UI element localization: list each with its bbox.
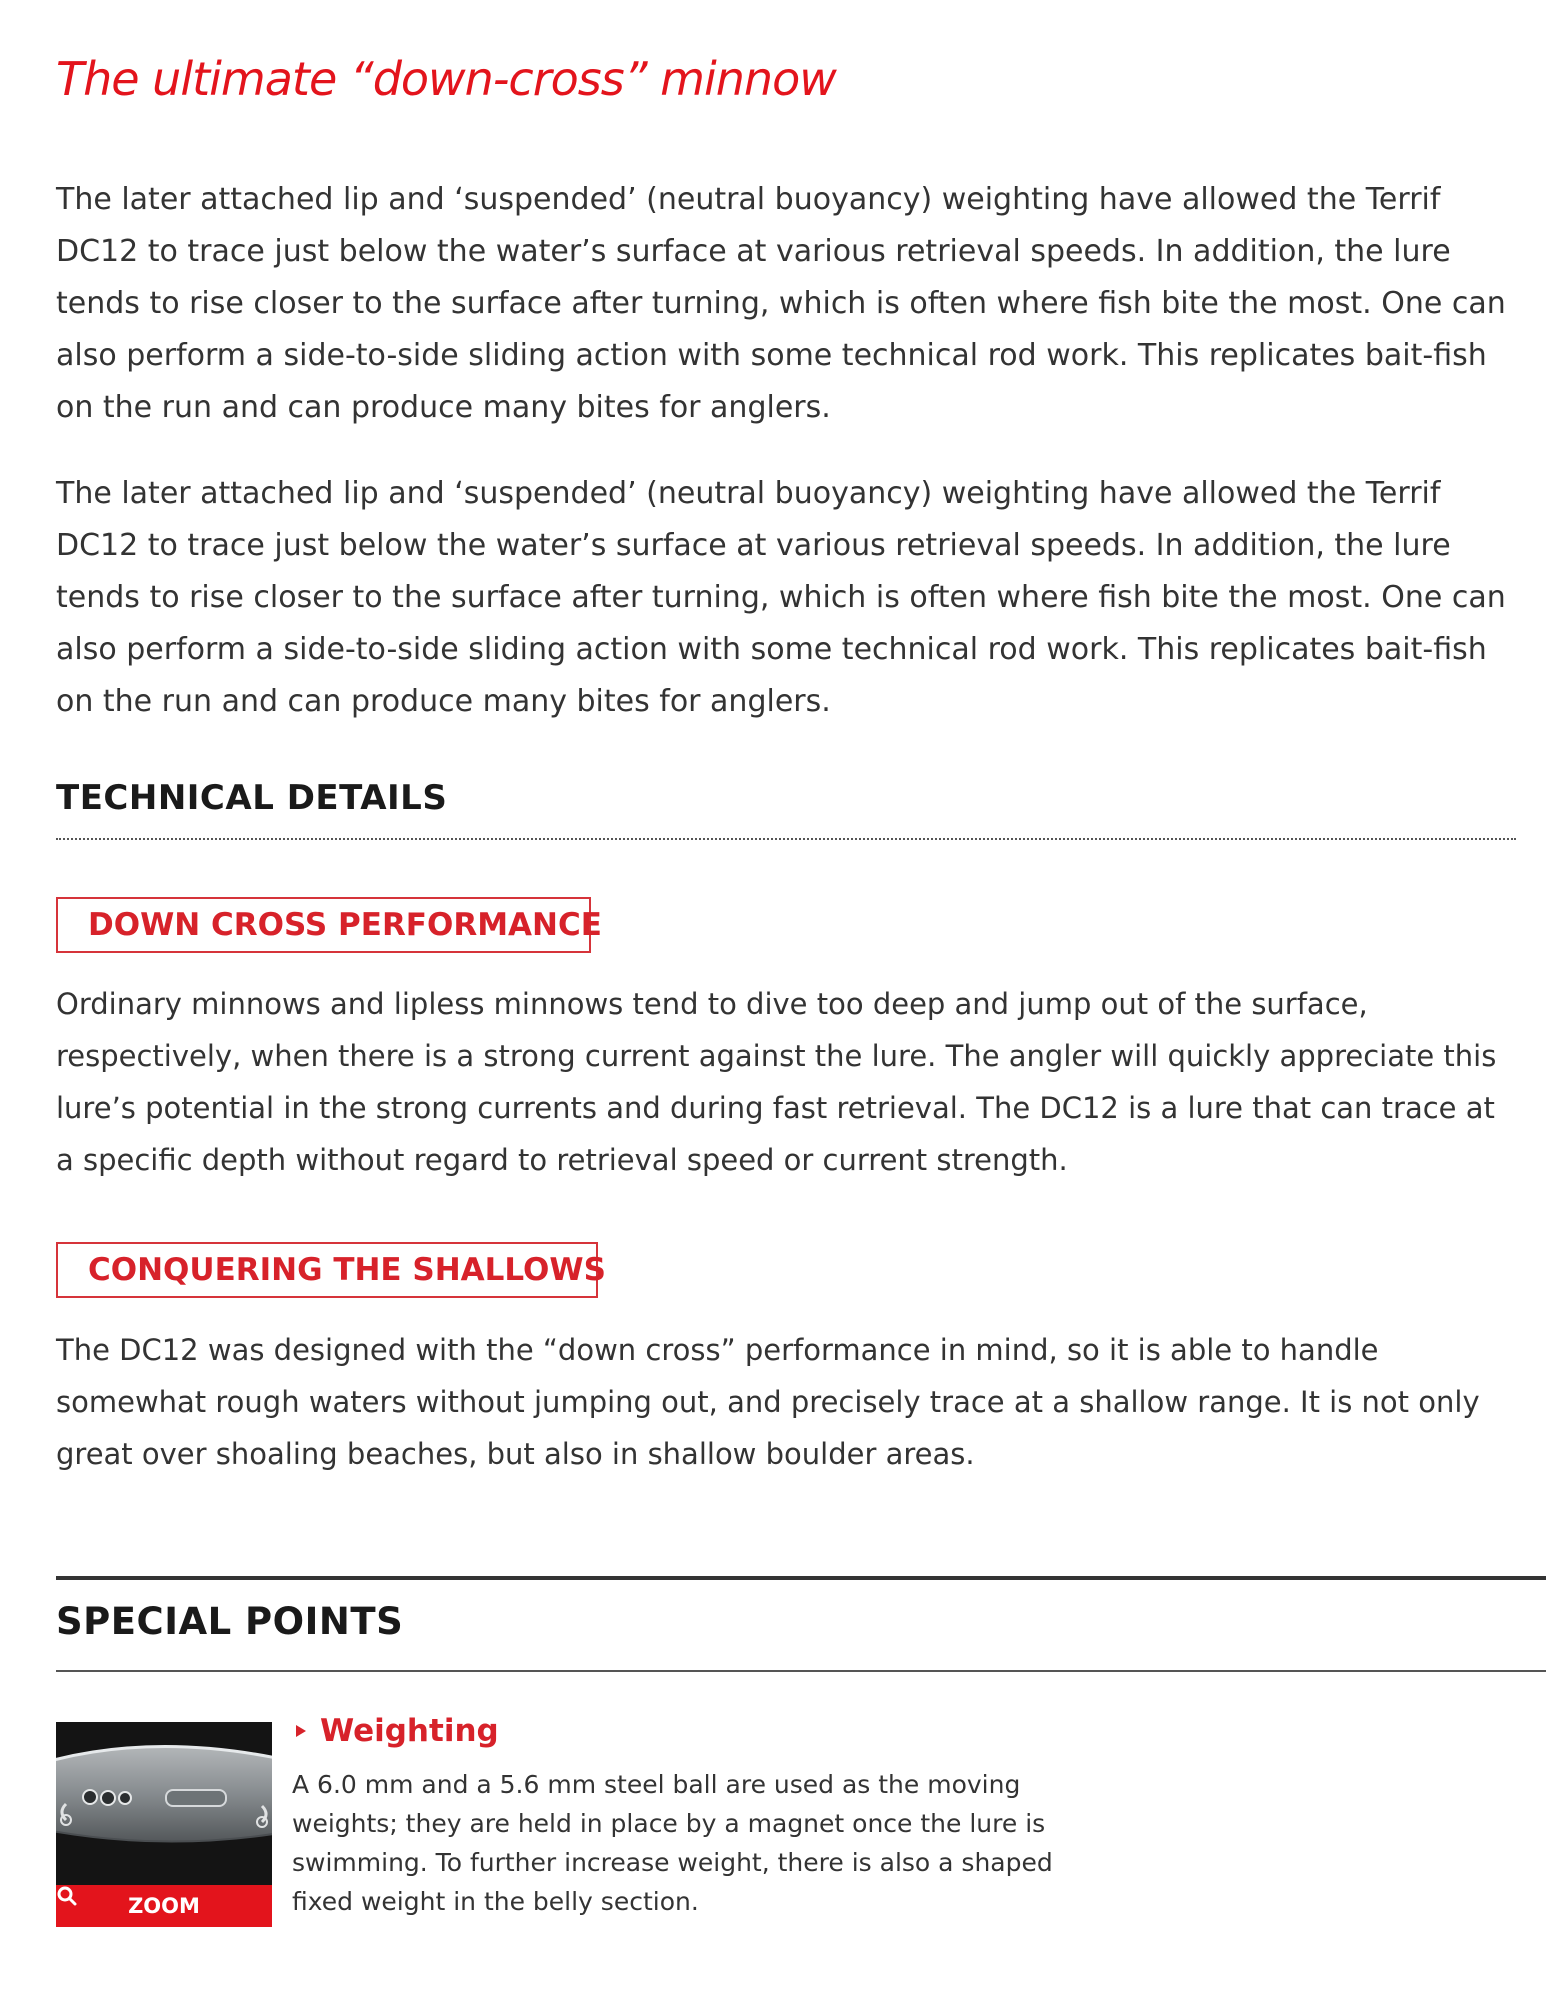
lure-xray-image <box>56 1722 272 1885</box>
down-cross-performance-heading: DOWN CROSS PERFORMANCE <box>56 897 591 953</box>
conquering-shallows-heading: CONQUERING THE SHALLOWS <box>56 1242 598 1298</box>
down-cross-performance-text: Ordinary minnows and lipless minnows tend to dive too deep and jump out of the surface, respectively, when there is a strong current against the lure. The angler will quickly appreciate this lure’s potential in the strong currents and during fast retrieval. The DC12 is a lure that can trace at a specific depth without regard to retrieval speed or current strength. <box>56 987 1497 1177</box>
section-divider-thick <box>56 1576 1546 1580</box>
weighting-description: A 6.0 mm and a 5.6 mm steel ball are used as the moving weights; they are held in place by a magnet once the lure is swimming. To further increase weight, there is also a shaped fixed weight in the belly section. <box>292 1770 1053 1916</box>
page-title: The ultimate “down-cross” minnow <box>56 52 836 106</box>
dotted-divider <box>56 838 1516 840</box>
section-divider-thin <box>56 1670 1546 1672</box>
magnifier-icon <box>56 1885 78 1907</box>
intro-paragraph: The later attached lip and ‘suspended’ (neutral buoyancy) weighting have allowed the Terrif DC12 to trace just below the water’s surface at various retrieval speeds. In addition, the lure tends to rise closer to the surface after turning, which is often where fish bite the most. One can also perform a side-to-side sliding action with some technical rod work. This replicates bait-fish on the run and can produce many bites for anglers. <box>56 182 1506 425</box>
conquering-shallows-text: The DC12 was designed with the “down cross” performance in mind, so it is able to handle somewhat rough waters without jumping out, and precisely trace at a shallow range. It is not only great over shoaling beaches, but also in shallow boulder areas. <box>56 1333 1480 1471</box>
special-points-heading: SPECIAL POINTS <box>56 1600 404 1643</box>
weighting-title-text: Weighting <box>320 1713 499 1749</box>
weighting-title <box>296 1713 499 1749</box>
intro-paragraph: The later attached lip and ‘suspended’ (neutral buoyancy) weighting have allowed the Terrif DC12 to trace just below the water’s surface at various retrieval speeds. In addition, the lure tends to rise closer to the surface after turning, which is often where fish bite the most. One can also perform a side-to-side sliding action with some technical rod work. This replicates bait-fish on the run and can produce many bites for anglers. <box>56 476 1506 719</box>
zoom-label: ZOOM <box>128 1894 200 1918</box>
weighting-thumbnail[interactable] <box>56 1722 272 1927</box>
bullet-arrow-icon <box>296 1725 306 1737</box>
zoom-button[interactable] <box>56 1885 272 1927</box>
technical-details-heading: TECHNICAL DETAILS <box>56 778 448 818</box>
